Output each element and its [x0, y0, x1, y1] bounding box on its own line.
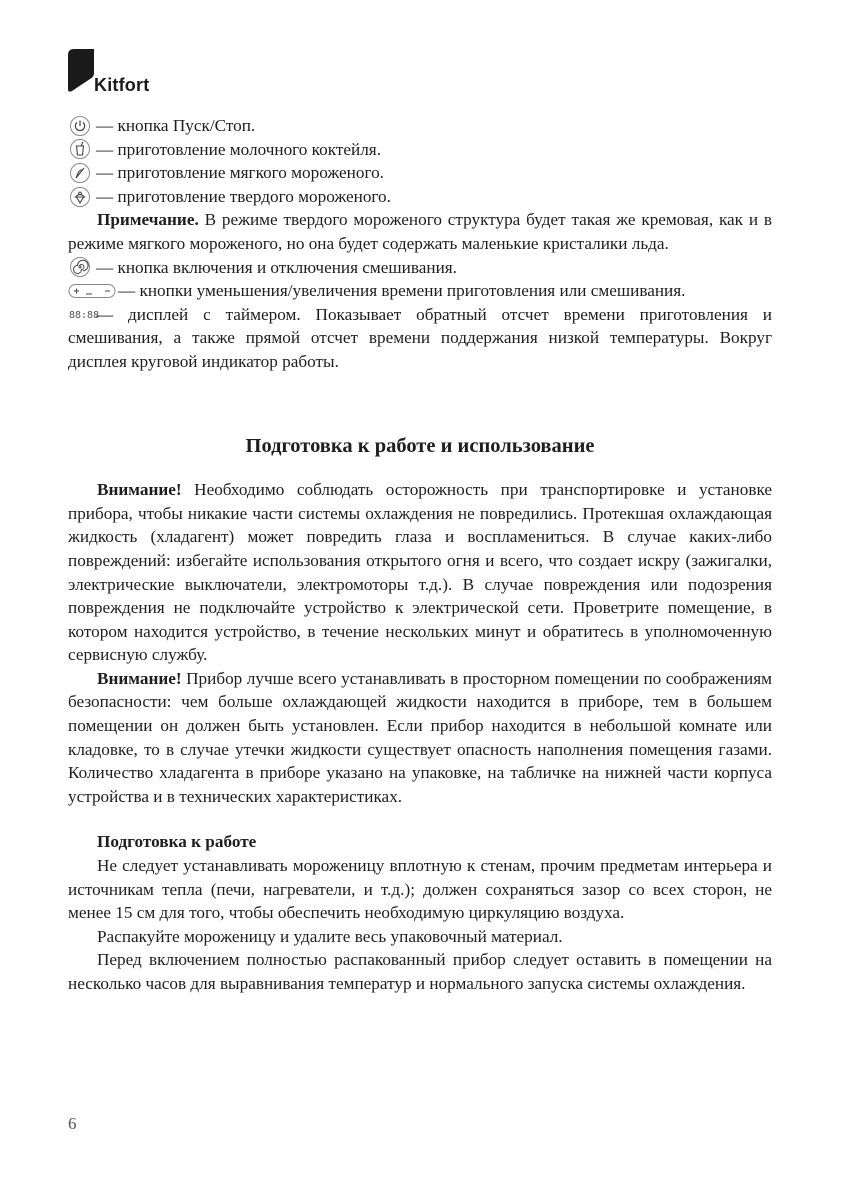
- subsection-title-text: Подготовка к работе: [97, 832, 257, 852]
- note-paragraph: [68, 208, 772, 255]
- soft-ice-cream-icon: [68, 162, 94, 184]
- note-text: В режиме твердого мороженого структура будет такая же кремовая, как и в режиме мягкого мороженого, но она будет содержать маленькие кристалики льда.: [68, 210, 772, 253]
- section-title: Подготовка к работе и использование: [245, 434, 595, 457]
- control-text: — кнопка Пуск/Стоп.: [96, 116, 256, 135]
- page-content: [68, 114, 772, 996]
- display-paragraph: [68, 303, 772, 374]
- control-item-hard-ice-cream: [68, 185, 772, 209]
- warning-label: Внимание!: [97, 480, 182, 500]
- subsection-title: [68, 830, 772, 854]
- control-item-mix: [68, 256, 772, 280]
- svg-text:88:88: 88:88: [69, 309, 100, 321]
- prep-paragraph-3: Перед включением полностью распакованный прибор следует оставить в помещении на несколько часов для выравнивания температур и нормального запуска системы охлаждения.: [68, 950, 772, 993]
- warning-paragraph-1: [68, 478, 772, 667]
- control-text: — кнопка включения и отключения смешивания.: [96, 257, 457, 277]
- minus-plus-icon: [68, 280, 118, 302]
- note-label: Примечание.: [97, 210, 199, 230]
- kitfort-logo-mark-icon: [68, 49, 94, 93]
- warning-text: Прибор лучше всего устанавливать в просторном помещении по соображениям безопасности: чем больше охлаждающей жидкости находится в приборе, тем в большем помещении он должен быть установлен. Если прибор находится в небольшой комнате или кладовке, то в случае утечки жидкости существует опасность наполнения помещения газами. Количество хладагента в приборе указано на упаковке, на табличке на нижней части корпуса устройства и в технических характеристиках.: [68, 668, 772, 806]
- control-text: — приготовление мягкого мороженого.: [96, 163, 384, 183]
- control-item-minus-plus: [68, 279, 772, 303]
- display-text: — дисплей с таймером. Показывает обратный отсчет времени приготовления и смешивания, а также прямой отсчет времени поддержания низкой температуры. Вокруг дисплея круговой индикатор работы.: [68, 304, 772, 371]
- milkshake-icon: [68, 138, 94, 160]
- control-item-power: [68, 114, 772, 138]
- control-text: — кнопки уменьшения/увеличения времени приготовления или смешивания.: [118, 281, 686, 301]
- kitfort-logo: [68, 49, 178, 97]
- mix-icon: [68, 256, 94, 278]
- control-item-soft-ice-cream: [68, 161, 772, 185]
- logo-text: Kitfort: [94, 75, 150, 95]
- timer-display-icon: [68, 307, 100, 321]
- prep-paragraph-2: Распакуйте мороженицу и удалите весь упаковочный материал.: [97, 926, 563, 946]
- page-number: 6: [68, 1114, 77, 1133]
- control-text: — приготовление молочного коктейля.: [96, 139, 381, 159]
- control-item-milkshake: [68, 138, 772, 162]
- control-text: — приготовление твердого мороженого.: [96, 186, 391, 206]
- warning-paragraph-2: [68, 667, 772, 809]
- prep-paragraph-1: Не следует устанавливать мороженицу вплотную к стенам, прочим предметам интерьера и источникам тепла (печи, нагреватели, и т.д.); должен сохраняться зазор со всех сторон, не менее 15 см для того, чтобы обеспечить необходимую циркуляцию воздуха.: [68, 856, 772, 923]
- warning-text: Необходимо соблюдать осторожность при транспортировке и установке прибора, чтобы никакие части системы охлаждения не повредились. Протекшая охлаждающая жидкость (хладагент) может повредить глаза и воспламениться. В случае каких-либо повреждений: избегайте использования открытого огня и всего, что создает искру (зажигалки, электрические выключатели, электромоторы т.д.). В случае повреждения или подозрения повреждения не подключайте устройство к электрической сети. Проветрите помещение, в котором находится устройство, в течение нескольких минут и обратитесь в уполномоченную сервисную службу.: [68, 480, 772, 665]
- hard-ice-cream-icon: [68, 186, 94, 208]
- warning-label: Внимание!: [97, 668, 182, 688]
- power-icon: [68, 115, 94, 137]
